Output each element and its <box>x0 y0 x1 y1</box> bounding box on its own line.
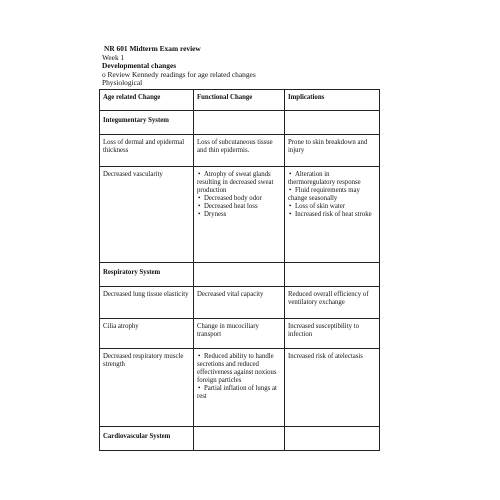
list-item: • Fluid requirements may change seasonally <box>288 187 376 203</box>
bullet-list <box>288 171 376 218</box>
table-row <box>100 135 380 167</box>
document-header <box>102 45 392 88</box>
table-header-row <box>100 90 380 111</box>
table-row <box>100 287 380 319</box>
section-heading: Developmental changes <box>102 61 177 71</box>
list-item: • Atrophy of sweat glands resulting in decreased sweat production <box>197 171 281 195</box>
list-item: • Increased risk of heat stroke <box>288 211 376 219</box>
subsection-label: Physiological <box>102 78 143 88</box>
column-header: Functional Change <box>194 90 285 111</box>
implications-cell: Prone to skin breakdown and injury <box>285 135 380 167</box>
column-header: Implications <box>285 90 380 111</box>
section-title: Cardiovascular System <box>100 427 194 451</box>
week-label: Week 1 <box>102 52 125 62</box>
list-item: • Decreased body odor <box>197 195 281 203</box>
section-title: Integumentary System <box>100 111 194 135</box>
age-change-cell: Cilia atrophy <box>100 319 194 349</box>
bullet-list <box>197 353 281 400</box>
document-title: NR 601 Midterm Exam review <box>104 44 201 53</box>
section-title: Respiratory System <box>100 263 194 287</box>
list-item: • Dryness <box>197 211 281 219</box>
section-row-cardiovascular <box>100 427 380 451</box>
functional-change-cell: Decreased vital capacity <box>194 287 285 319</box>
functional-change-cell: Change in mucociliary transport <box>194 319 285 349</box>
bullet-list <box>197 171 281 218</box>
list-item: • Decreased heat loss <box>197 203 281 211</box>
implications-cell: Increased risk of atelectasis <box>285 349 380 427</box>
table-row <box>100 349 380 427</box>
age-change-cell: Decreased vascularity <box>100 167 194 263</box>
age-changes-table <box>99 89 380 451</box>
table-row <box>100 319 380 349</box>
list-item: • Alteration in thermoregulatory response <box>288 171 376 187</box>
functional-change-cell <box>194 349 285 427</box>
implications-cell <box>285 167 380 263</box>
table-row <box>100 167 380 263</box>
implications-cell: Reduced overall efficiency of ventilatory exchange <box>285 287 380 319</box>
implications-cell: Increased susceptibility to infection <box>285 319 380 349</box>
instruction-text: o Review Kennedy readings for age related changes <box>102 69 256 79</box>
section-row-respiratory <box>100 263 380 287</box>
list-item: • Reduced ability to handle secretions and reduced effectiveness against noxious foreign particles <box>197 353 281 385</box>
functional-change-cell: Loss of subcutaneous tissue and thin epidermis. <box>194 135 285 167</box>
functional-change-cell <box>194 167 285 263</box>
list-item: • Loss of skin water <box>288 203 376 211</box>
age-change-cell: Loss of dermal and epidermal thickness <box>100 135 194 167</box>
age-change-cell: Decreased respiratory muscle strength <box>100 349 194 427</box>
section-row-integumentary <box>100 111 380 135</box>
column-header: Age related Change <box>100 90 194 111</box>
list-item: • Partial inflation of lungs at rest <box>197 385 281 401</box>
age-change-cell: Decreased lung tissue elasticity <box>100 287 194 319</box>
